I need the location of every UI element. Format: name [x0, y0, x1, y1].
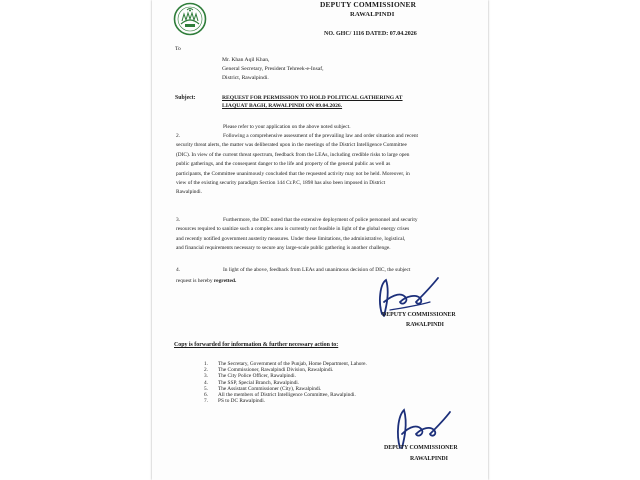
para-2-line: public gatherings, and the consequent danger to the life and property of the general public as well as	[176, 161, 391, 168]
copy-recipient: 5. The Assistant Commissioner (City), Rawalpindi.	[204, 385, 322, 392]
signatory-city-2: RAWALPINDI	[410, 456, 448, 462]
copy-recipients-list	[204, 361, 367, 404]
copy-recipient: 6. All the members of District Intelligence Committee, Rawalpindi.	[204, 392, 356, 399]
subject-line-1: REQUEST FOR PERMISSION TO HOLD POLITICAL GATHERING AT	[222, 95, 403, 101]
para-2-line: security threat alerts, the matter was deliberated upon in the meetings of the District Intelligence Committee	[176, 142, 407, 149]
para-4-number: 4.	[176, 267, 181, 273]
regretted-word: regretted.	[213, 278, 237, 284]
para-2-line: participants, the Committee unanimously concluded that the requested activity may not be held. Moreover, in	[176, 170, 410, 177]
para-2-line: Rawalpindi.	[176, 189, 202, 196]
intro-paragraph: Please refer to your application on the above noted subject.	[223, 124, 351, 130]
copy-forwarded-heading: Copy is forwarded for information & further necessary action to:	[174, 342, 339, 348]
para-3-line: and financial requirements necessary to secure any large-scale public gathering is another challenge.	[176, 245, 391, 252]
para-3	[176, 216, 462, 254]
office-city: RAWALPINDI	[350, 11, 395, 18]
para-2-line: view of the existing security paradigm Section 144 Cr.P.C, 1898 has also been imposed in District	[176, 180, 386, 187]
copy-recipient: 7. PS to DC Rawalpindi.	[204, 398, 266, 405]
para-2-line: Following a comprehensive assessment of the prevailing law and order situation and recent	[223, 133, 418, 139]
office-title: DEPUTY COMMISSIONER	[320, 0, 417, 9]
copy-recipient: 3. The City Police Officer, Rawalpindi.	[204, 373, 296, 380]
para-3-number: 3.	[176, 217, 181, 223]
to-label: To	[175, 46, 181, 52]
para-3-line: Furthermore, the DIC noted that the extensive deployment of police personnel and security	[223, 217, 418, 223]
para-2-number: 2.	[176, 133, 181, 139]
reference-number: NO. GHC/ 1116 DATED: 07.04.2026	[324, 31, 417, 37]
para-4-line-2	[176, 279, 236, 284]
letter-page	[152, 0, 488, 480]
para-2-line: (DIC). In view of the current threat spectrum, feedback from the LEAs, including credible risks to large open	[176, 151, 410, 158]
para-4-text: request is hereby	[176, 278, 213, 284]
punjab-emblem-logo	[173, 2, 207, 36]
recipient-name: Mr. Khan Aqil Khan,	[222, 57, 270, 63]
signatory-title-2: DEPUTY COMMISSIONER	[384, 445, 458, 451]
recipient-district: District, Rawalpindi.	[222, 75, 269, 81]
para-3-line: resources required to sanitize such a complex area is currently not feasible in light of the global energy crises	[176, 226, 410, 233]
copy-recipient: 4. The SSP, Special Branch, Rawalpindi.	[204, 379, 300, 386]
subject-label: Subject:	[175, 95, 196, 101]
copy-recipient: 1. The Secretary, Government of the Punjab, Home Department, Lahore.	[204, 361, 367, 367]
subject-line-2: LIAQUAT BAGH, RAWALPINDI ON 09.04.2026.	[222, 103, 343, 109]
recipient-designation: General Secretary, President Tehreek-e-Insaf,	[222, 66, 324, 72]
para-2	[176, 132, 462, 198]
signatory-city-1: RAWALPINDI	[406, 322, 444, 328]
para-4-line-1: In light of the above, feedback from LEAs and unanimous decision of DIC, the subject	[223, 267, 411, 273]
para-3-line: and recently notified government austerity measures. Under these limitations, the administrative, logistical,	[176, 235, 406, 242]
signatory-title-1: DEPUTY COMMISSIONER	[382, 312, 456, 318]
copy-recipient: 2. The Commissioner, Rawalpindi Division, Rawalpindi.	[204, 367, 334, 374]
